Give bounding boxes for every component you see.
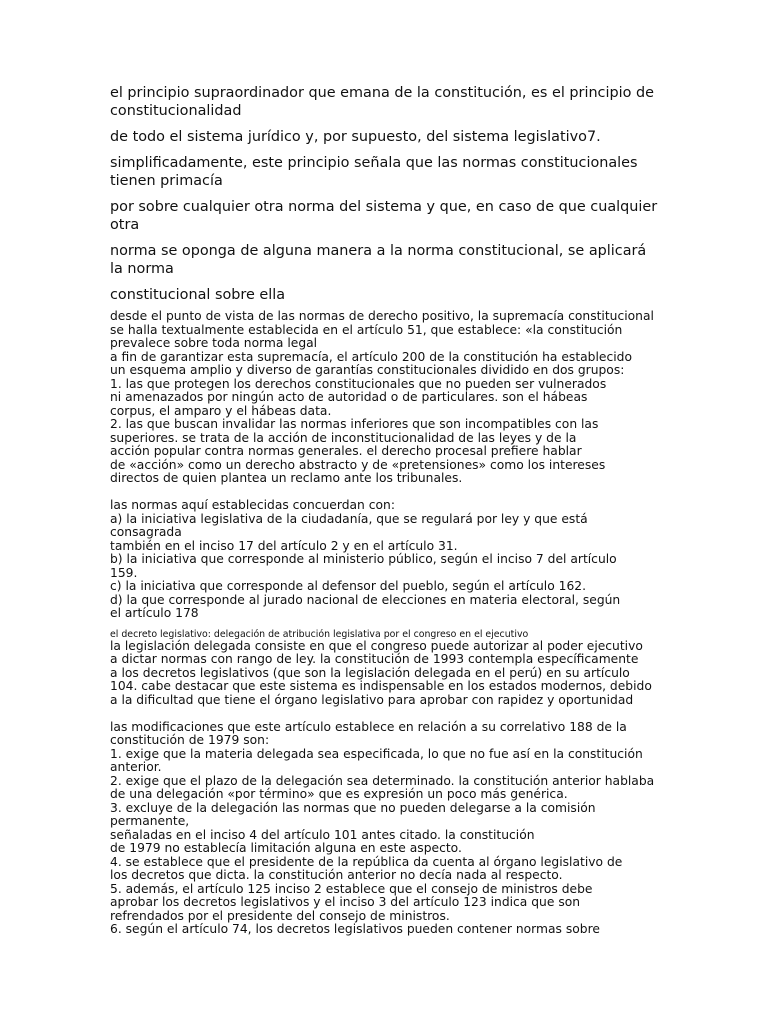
text-line: aprobar los decretos legislativos y el inciso 3 del artículo 123 indica que son: [110, 895, 581, 909]
spacer: [110, 707, 658, 721]
text-line: corpus, el amparo y el hábeas data.: [110, 403, 332, 418]
text-line: a) la iniciativa legislativa de la ciudadanía, que se regulará por ley y que está: [110, 511, 588, 526]
text-line: de 1979 no establecía limitación alguna en este aspecto.: [110, 841, 462, 855]
text-line: señaladas en el inciso 4 del artículo 101 antes citado. la constitución: [110, 827, 535, 842]
text-line: 5. además, el artículo 125 inciso 2 establece que el consejo de ministros debe: [110, 881, 593, 896]
text-line: 6. según el artículo 74, los decretos legislativos pueden contener normas sobre: [110, 922, 600, 936]
text-line: desde el punto de vista de las normas de derecho positivo, la supremacía constitucional: [110, 309, 654, 323]
text-line: un esquema amplio y diverso de garantías constitucionales dividido en dos grupos:: [110, 363, 625, 377]
text-line: anterior.: [110, 760, 162, 774]
text-line: 1. exige que la materia delegada sea especificada, lo que no fue así en la constitución: [110, 746, 643, 761]
text-line: directos de quien plantea un reclamo ante los tribunales.: [110, 471, 463, 485]
text-line: las modificaciones que este artículo establece en relación a su correlativo 188 de la: [110, 719, 627, 734]
intro-paragraph: de todo el sistema jurídico y, por supuesto, del sistema legislativo7.: [110, 129, 601, 145]
intro-paragraph: norma se oponga de alguna manera a la norma constitucional, se aplicará la norma: [110, 243, 647, 277]
text-line: 104. cabe destacar que este sistema es indispensable en los estados modernos, debido: [110, 679, 652, 693]
spacer: [110, 486, 658, 500]
text-line: b) la iniciativa que corresponde al ministerio público, según el inciso 7 del artículo: [110, 552, 617, 566]
modifications-section: [110, 721, 658, 937]
text-line: de una delegación «por término» que es expresión un poco más genérica.: [110, 787, 568, 801]
intro-paragraph: constitucional sobre ella: [110, 287, 286, 303]
delegation-section: [110, 640, 658, 708]
text-line: d) la que corresponde al jurado nacional de elecciones en materia electoral, según: [110, 592, 621, 607]
text-line: 2. las que buscan invalidar las normas inferiores que son incompatibles con las: [110, 417, 599, 431]
text-line: a los decretos legislativos (que son la legislación delegada en el perú) en su artículo: [110, 665, 630, 680]
text-line: los decretos que dicta. la constitución anterior no decía nada al respecto.: [110, 868, 563, 882]
text-line: la legislación delegada consiste en que el congreso puede autorizar al poder ejecutivo: [110, 638, 643, 653]
text-line: constitución de 1979 son:: [110, 733, 270, 747]
text-line: consagrada: [110, 525, 182, 539]
text-line: permanente,: [110, 814, 190, 828]
text-line: 4. se establece que el presidente de la república da cuenta al órgano legislativo de: [110, 854, 623, 869]
text-line: 1. las que protegen los derechos constitucionales que no pueden ser vulnerados: [110, 376, 607, 391]
text-line: superiores. se trata de la acción de inconstitucionalidad de las leyes y de la: [110, 430, 577, 445]
text-line: acción popular contra normas generales. el derecho procesal prefiere hablar: [110, 444, 582, 458]
intro-paragraph: el principio supraordinador que emana de la constitución, es el principio de constitucionalidad: [110, 85, 654, 119]
text-line: 3. excluye de la delegación las normas que no pueden delegarse a la comisión: [110, 800, 596, 815]
document-page: [110, 84, 658, 937]
text-line: se halla textualmente establecida en el artículo 51, que establece: «la constitución: [110, 322, 623, 337]
intro-paragraph: por sobre cualquier otra norma del sistema y que, en caso de que cualquier otra: [110, 199, 658, 233]
text-line: a fin de garantizar esta supremacía, el artículo 200 de la constitución ha establecido: [110, 349, 632, 364]
text-line: de «acción» como un derecho abstracto y de «pretensiones» como los intereses: [110, 457, 606, 472]
text-line: a dictar normas con rango de ley. la constitución de 1993 contempla específicamente: [110, 652, 639, 666]
text-line: también en el inciso 17 del artículo 2 y en el artículo 31.: [110, 538, 458, 553]
intro-paragraph: simplificadamente, este principio señala que las normas constitucionales tienen primacía: [110, 155, 638, 189]
text-line: refrendados por el presidente del consejo de ministros.: [110, 908, 450, 923]
text-line: el artículo 178: [110, 606, 199, 620]
text-line: a la dificultad que tiene el órgano legislativo para aprobar con rapidez y oportunidad: [110, 692, 634, 707]
text-line: c) la iniciativa que corresponde al defensor del pueblo, según el artículo 162.: [110, 579, 586, 593]
intro-section: [110, 84, 658, 304]
text-line: 159.: [110, 565, 138, 580]
text-line: las normas aquí establecidas concuerdan con:: [110, 498, 395, 512]
text-line: 2. exige que el plazo de la delegación sea determinado. la constitución anterior hablaba: [110, 773, 655, 788]
text-line: ni amenazados por ningún acto de autoridad o de particulares. son el hábeas: [110, 390, 588, 404]
section-heading: el decreto legislativo: delegación de atribución legislativa por el congreso en el ejecutivo: [110, 628, 529, 640]
concordance-section: [110, 499, 658, 621]
text-line: prevalece sobre toda norma legal: [110, 336, 318, 350]
supremacy-section: [110, 310, 658, 486]
